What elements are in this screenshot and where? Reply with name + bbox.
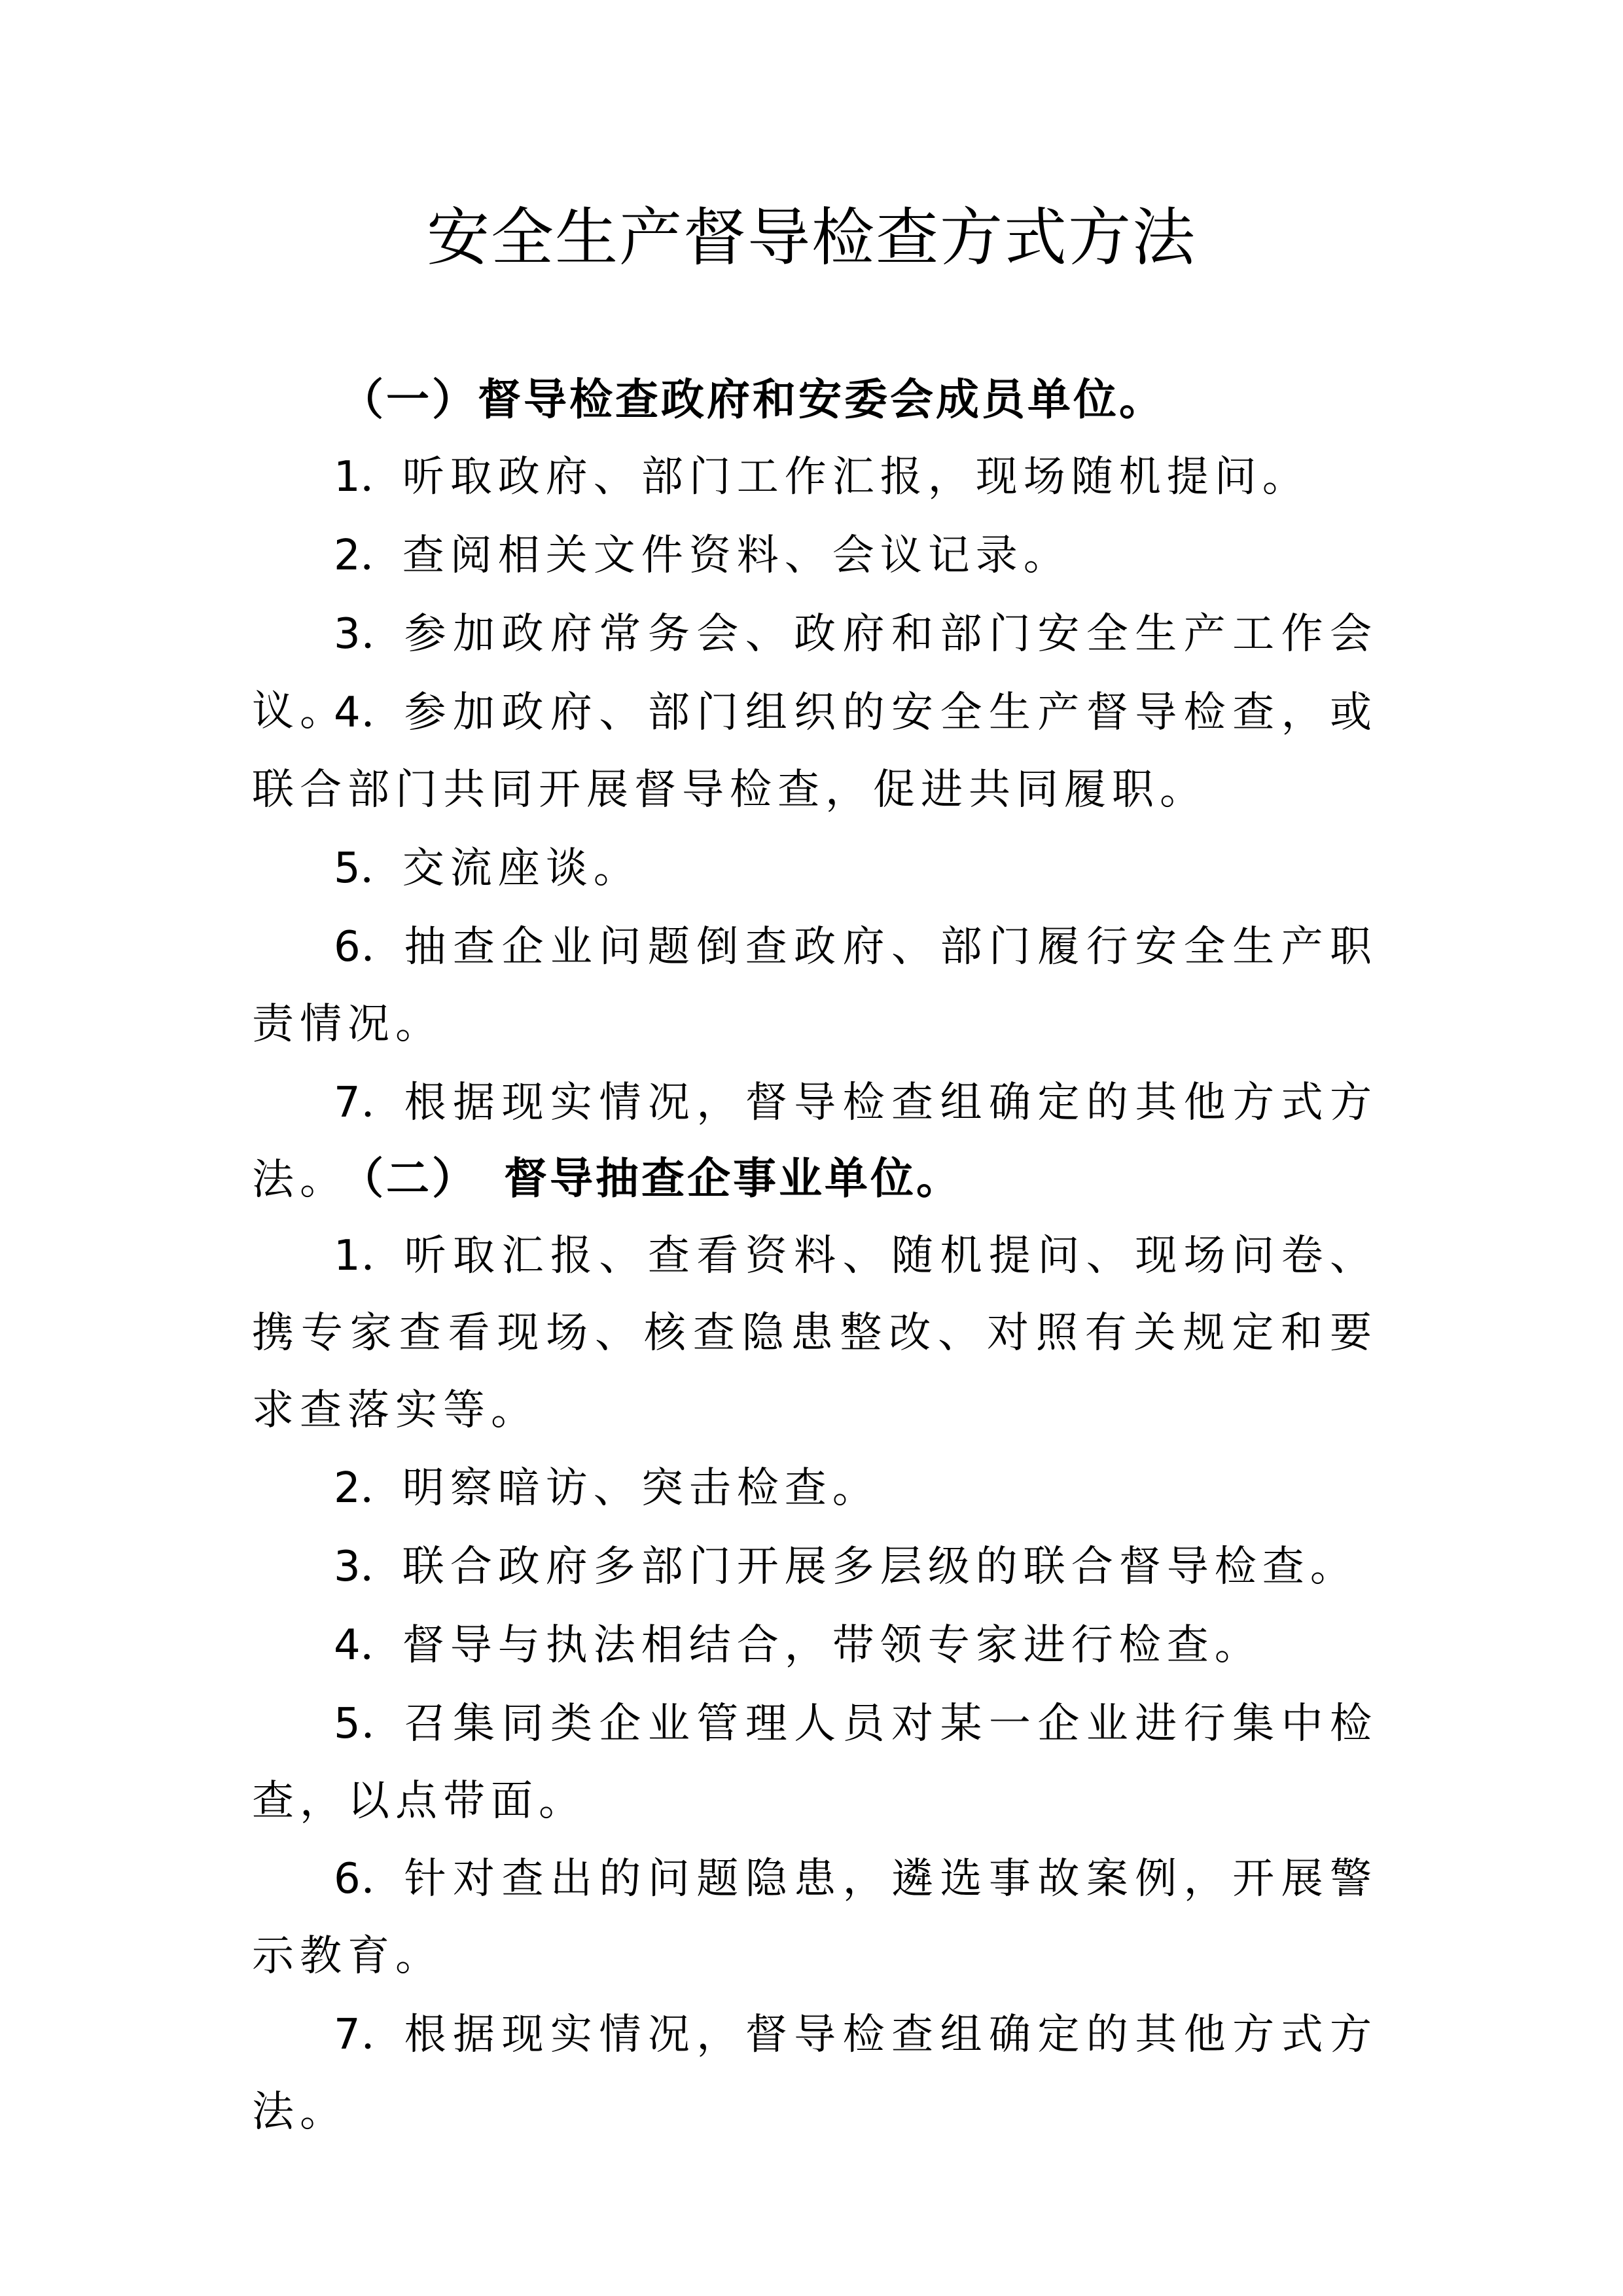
item-text: 交流座谈。 bbox=[402, 844, 641, 893]
section-2-item-7 bbox=[252, 1996, 1378, 2151]
section-2-item-4 bbox=[252, 1607, 1378, 1684]
item-number: 5． bbox=[334, 1700, 404, 1748]
item-number: 3． bbox=[334, 610, 404, 658]
item-number: 6． bbox=[334, 923, 404, 971]
section-1-heading: （一）督导检查政府和安委会成员单位。 bbox=[340, 374, 1165, 425]
document-title: 安全生产督导检查方式方法 bbox=[427, 201, 1196, 274]
item-text: 督导与执法相结合，带领专家进行检查。 bbox=[402, 1621, 1262, 1670]
section-2-item-5 bbox=[252, 1685, 1378, 1840]
item-text: 明察暗访、突击检查。 bbox=[402, 1464, 880, 1513]
item-number: 5． bbox=[334, 844, 402, 893]
item-number: 7． bbox=[334, 2011, 404, 2059]
item-number: 7． bbox=[334, 1079, 404, 1127]
item-number: 1． bbox=[334, 453, 402, 501]
section-2-heading-prefix: （二） bbox=[340, 1153, 478, 1204]
section-2-item-6 bbox=[252, 1840, 1378, 1995]
section-1-item-5 bbox=[252, 830, 1378, 907]
item-text: 听取汇报、查看资料、随机提问、现场问卷、携专家查看现场、核查隐患整改、对照有关规定和要求查落实等。 bbox=[252, 1232, 1378, 1435]
section-2-item-1 bbox=[252, 1217, 1378, 1449]
item-text: 针对查出的问题隐患，遴选事故案例，开展警示教育。 bbox=[252, 1855, 1378, 1981]
item-text: 抽查企业问题倒查政府、部门履行安全生产职责情况。 bbox=[252, 923, 1378, 1049]
item-text: 听取政府、部门工作汇报，现场随机提问。 bbox=[402, 453, 1310, 501]
item-number: 4． bbox=[334, 689, 404, 737]
item-number: 3． bbox=[334, 1543, 402, 1591]
item-text: 召集同类企业管理人员对某一企业进行集中检查，以点带面。 bbox=[252, 1700, 1378, 1825]
section-1-item-6 bbox=[252, 908, 1378, 1063]
item-text: 根据现实情况，督导检查组确定的其他方式方法。 bbox=[252, 2011, 1378, 2136]
section-2-heading-text: 督导抽查企事业单位。 bbox=[504, 1153, 962, 1204]
item-number: 4． bbox=[334, 1621, 402, 1670]
item-number: 6． bbox=[334, 1855, 404, 1903]
item-text: 参加政府、部门组织的安全生产督导检查，或联合部门共同开展督导检查，促进共同履职。 bbox=[252, 689, 1378, 814]
item-text: 参加政府常务会、政府和部门安全生产工作会议。 bbox=[252, 610, 1378, 736]
item-number: 1． bbox=[334, 1232, 404, 1280]
section-2-item-2 bbox=[252, 1450, 1378, 1527]
item-number: 2． bbox=[334, 1464, 402, 1513]
section-1-item-1 bbox=[252, 439, 1378, 516]
item-text: 查阅相关文件资料、会议记录。 bbox=[402, 531, 1071, 580]
section-1-item-4 bbox=[252, 674, 1378, 829]
item-number: 2． bbox=[334, 531, 402, 580]
item-text: 联合政府多部门开展多层级的联合督导检查。 bbox=[402, 1543, 1358, 1591]
section-2-item-3 bbox=[252, 1528, 1378, 1605]
item-text: 根据现实情况，督导检查组确定的其他方式方法。 bbox=[252, 1079, 1378, 1204]
section-2-heading bbox=[340, 1145, 962, 1211]
section-1-item-2 bbox=[252, 517, 1378, 594]
